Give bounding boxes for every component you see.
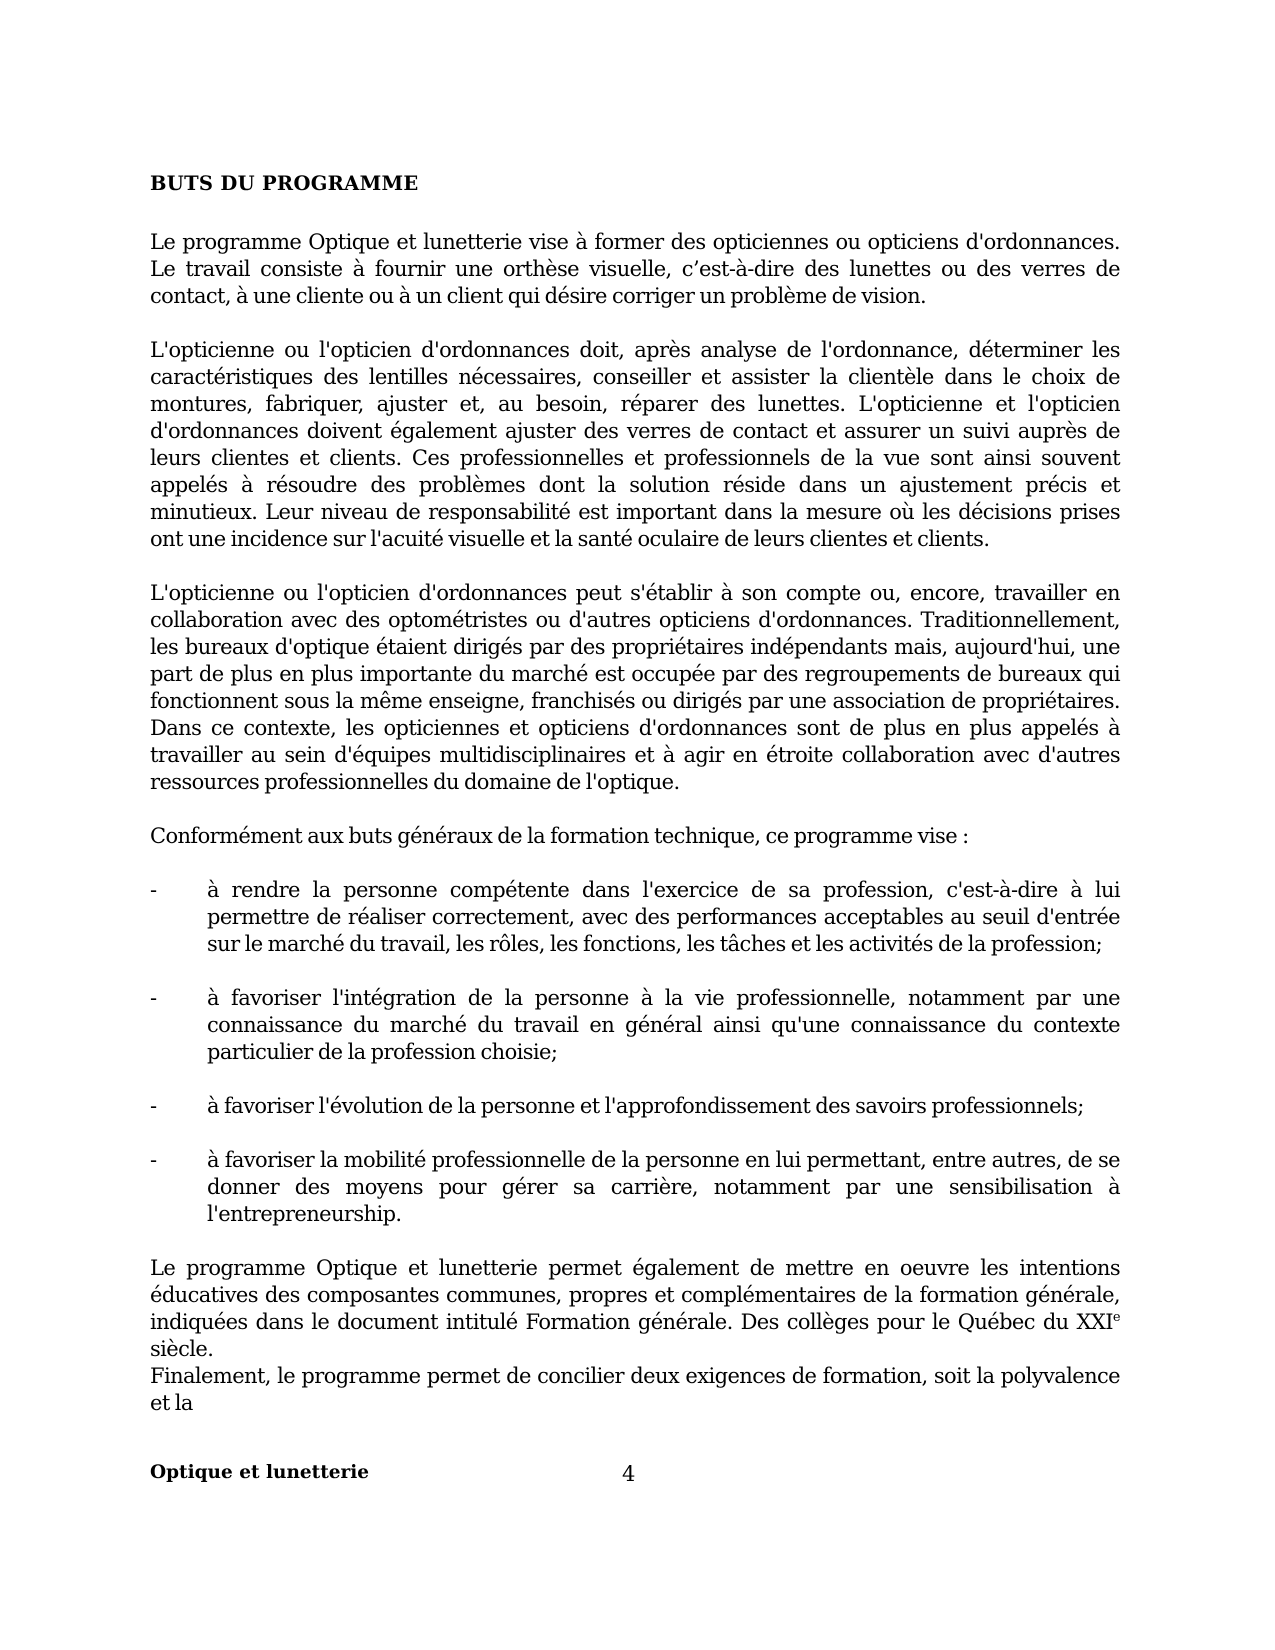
paragraph-work-context: L'opticienne ou l'opticien d'ordonnances peut s'établir à son compte ou, encore, travailler en collaboration avec des optométristes ou d'autres opticiens d'ordonnances. Traditionnellement, les bureaux d'optique étaient dirigés par des propriétaires indépendants mais, aujourd'hui, une part de plus en plus importante du marché est occupée par des regroupements de bureaux qui fonctionnent sous la même enseigne, franchisés ou dirigés par une association de propriétaires. Dans ce contexte, les opticiennes et opticiens d'ordonnances sont de plus en plus appelés à travailler au sein d'équipes multidisciplinaires et à agir en étroite collaboration avec d'autres ressources professionnelles du domaine de l'optique. [150, 581, 1120, 794]
dash-bullet: - [150, 1148, 157, 1172]
list-item [150, 1147, 1120, 1228]
dash-bullet: - [150, 986, 157, 1010]
list-item [150, 1093, 1120, 1120]
paragraph-responsibilities: L'opticienne ou l'opticien d'ordonnances doit, après analyse de l'ordonnance, déterminer les caractéristiques des lentilles nécessaires, conseiller et assister la clientèle dans le choix de montures, fabriquer, ajuster et, au besoin, réparer des lunettes. L'opticienne et l'opticien d'ordonnances doivent également ajuster des verres de contact et assurer un suivi auprès de leurs clientes et clients. Ces professionnelles et professionnels de la vue sont ainsi souvent appelés à résoudre des problèmes dont la solution réside dans un ajustement précis et minutieux. Leur niveau de responsabilité est important dans la mesure où les décisions prises ont une incidence sur l'acuité visuelle et la santé oculaire de leurs clientes et clients. [150, 338, 1120, 551]
goals-list [150, 877, 1120, 1228]
list-item-text: à favoriser l'évolution de la personne et l'approfondissement des savoirs professionnels; [207, 1094, 1084, 1118]
footer-title: Optique et lunetterie [150, 1462, 370, 1483]
paragraph-final-line: Finalement, le programme permet de concilier deux exigences de formation, soit la polyvalence et la [150, 1364, 1120, 1415]
list-item-text: à favoriser l'intégration de la personne à la vie professionnelle, notamment par une connaissance du marché du travail en général ainsi qu'une connaissance du contexte particulier de la profession choisie; [207, 986, 1120, 1064]
paragraph-general-education [150, 1255, 1120, 1363]
list-item-text: à rendre la personne compétente dans l'exercice de sa profession, c'est-à-dire à lui permettre de réaliser correctement, avec des performances acceptables au seuil d'entrée sur le marché du travail, les rôles, les fonctions, les tâches et les activités de la profession; [207, 878, 1120, 956]
section-heading: BUTS DU PROGRAMME [150, 172, 419, 195]
page-content [150, 170, 1120, 1417]
list-item [150, 985, 1120, 1066]
list-item-text: à favoriser la mobilité professionnelle de la personne en lui permettant, entre autres, de se donner des moyens pour gérer sa carrière, notamment par une sensibilisation à l'entrepreneurship. [207, 1148, 1120, 1226]
page-number: 4 [622, 1462, 636, 1486]
dash-bullet: - [150, 1094, 157, 1118]
list-item [150, 877, 1120, 958]
general-education-text: Le programme Optique et lunetterie permet également de mettre en oeuvre les intentions éducatives des composantes communes, propres et complémentaires de la formation générale, indiquées dans le document intitulé Formation générale. Des collèges pour le Québec du XXI [150, 1256, 1120, 1334]
general-education-end: siècle. [150, 1337, 214, 1361]
paragraph-intro: Le programme Optique et lunetterie vise à former des opticiennes ou opticiens d'ordonnances. Le travail consiste à fournir une orthèse visuelle, c’est-à-dire des lunettes ou des verres de contact, à une cliente ou à un client qui désire corriger un problème de vision. [150, 230, 1120, 308]
century-superscript: e [1112, 1310, 1120, 1325]
paragraph-goals-intro: Conformément aux buts généraux de la formation technique, ce programme vise : [150, 824, 969, 848]
page-footer [150, 1462, 1120, 1492]
dash-bullet: - [150, 878, 157, 902]
